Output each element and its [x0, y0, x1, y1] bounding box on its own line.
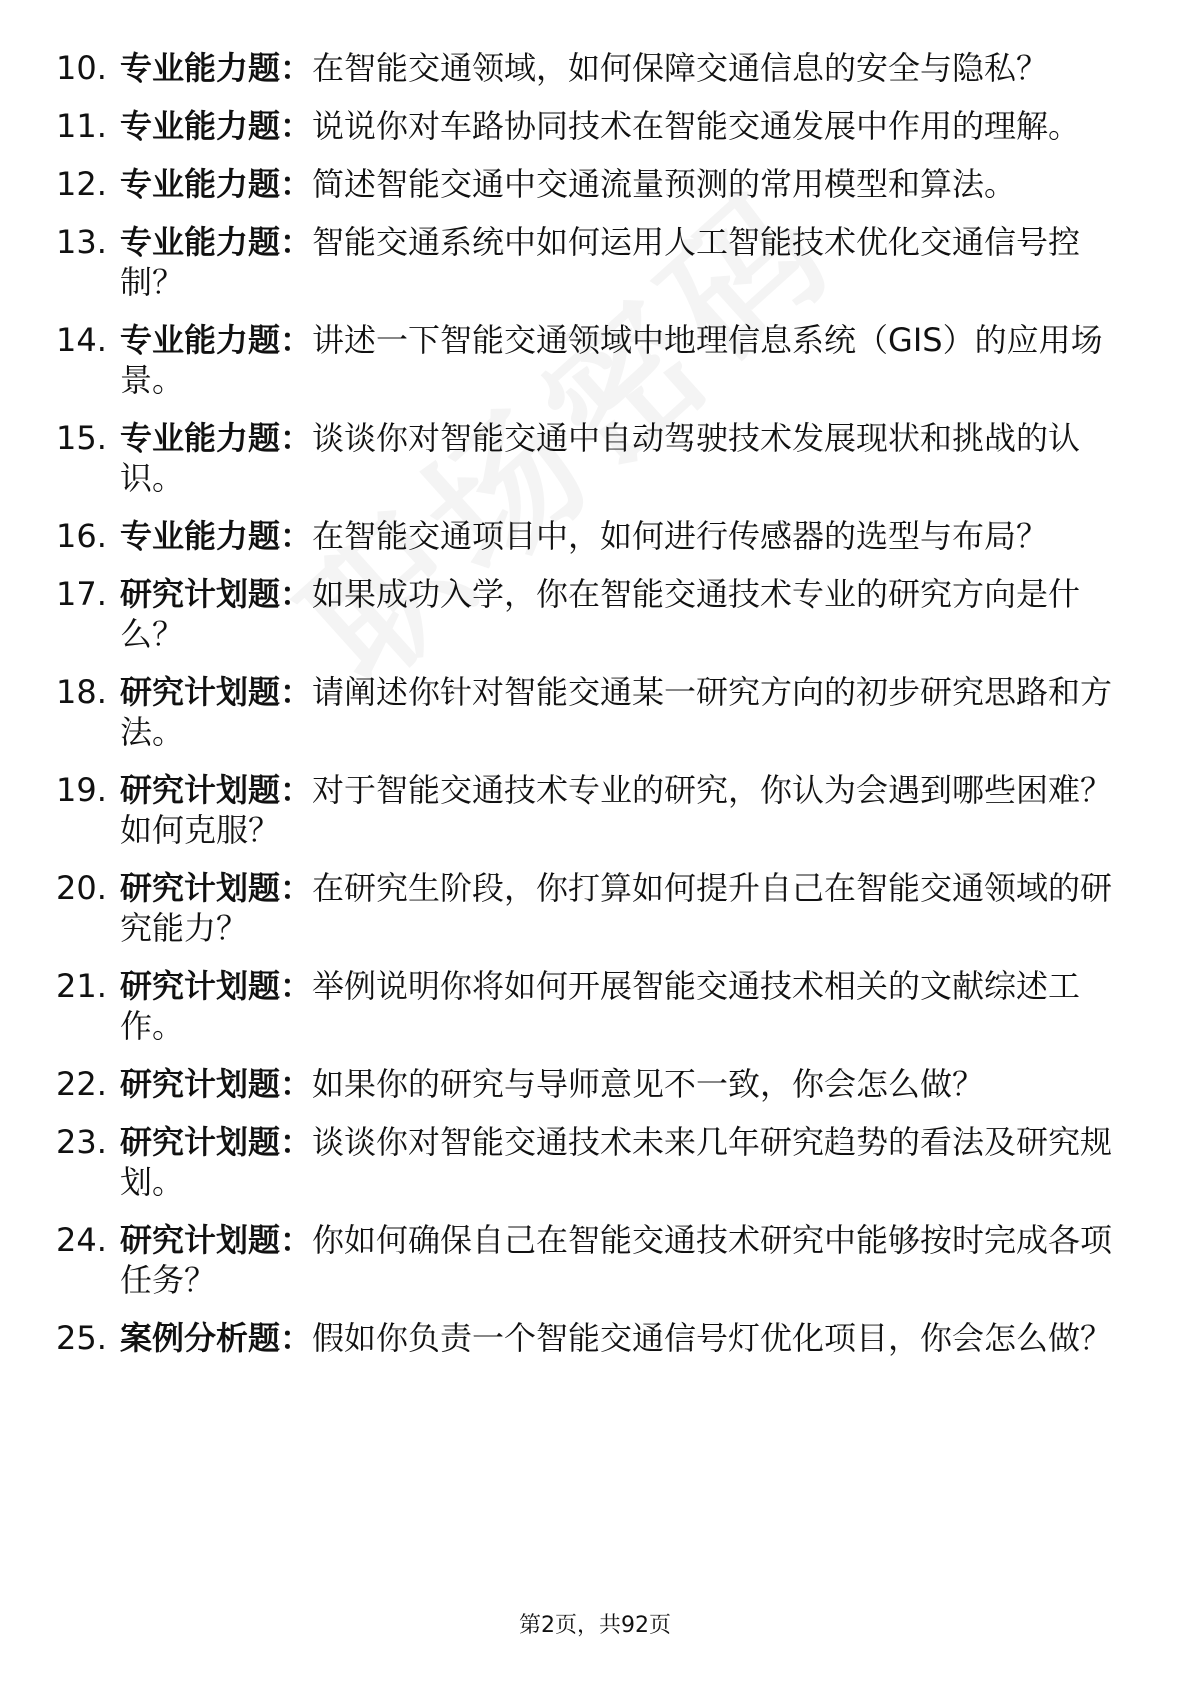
question-text: 说说你对车路协同技术在智能交通发展中作用的理解。: [312, 107, 1081, 145]
question-text: 你如何确保自己在智能交通技术研究中能够按时完成各项任务？: [120, 1221, 1113, 1299]
question-category: 研究计划题：: [120, 869, 313, 907]
question-text: 谈谈你对智能交通技术未来几年研究趋势的看法及研究规划。: [120, 1123, 1113, 1201]
question-number: 17.: [56, 575, 107, 613]
question-body: [120, 1064, 1136, 1104]
question-category: 专业能力题：: [120, 517, 313, 555]
question-item: [56, 1318, 1136, 1358]
question-number: 25.: [56, 1319, 107, 1357]
question-text: 假如你负责一个智能交通信号灯优化项目，你会怎么做？: [312, 1319, 1113, 1357]
question-body: [120, 1220, 1136, 1300]
question-number: 10.: [56, 49, 107, 87]
question-body: [120, 222, 1136, 302]
question-body: [120, 868, 1136, 948]
question-category: 案例分析题：: [120, 1319, 313, 1357]
question-number: 23.: [56, 1123, 107, 1161]
question-item: [56, 320, 1136, 400]
question-item: [56, 770, 1136, 850]
question-text: 简述智能交通中交通流量预测的常用模型和算法。: [312, 165, 1017, 203]
question-text: 如果成功入学，你在智能交通技术专业的研究方向是什么？: [120, 575, 1081, 653]
question-text: 在智能交通项目中，如何进行传感器的选型与布局？: [312, 517, 1049, 555]
question-body: [120, 966, 1136, 1046]
question-text: 在智能交通领域，如何保障交通信息的安全与隐私？: [312, 49, 1049, 87]
question-item: [56, 516, 1136, 556]
question-category: 研究计划题：: [120, 1221, 313, 1259]
question-number: 15.: [56, 419, 107, 457]
question-item: [56, 164, 1136, 204]
question-category: 专业能力题：: [120, 321, 313, 359]
question-category: 研究计划题：: [120, 673, 313, 711]
question-item: [56, 1064, 1136, 1104]
question-body: [120, 1122, 1136, 1202]
question-list: [56, 48, 1136, 1376]
question-text: 请阐述你针对智能交通某一研究方向的初步研究思路和方法。: [120, 673, 1113, 751]
question-body: [120, 164, 1136, 204]
question-body: [120, 672, 1136, 752]
page-footer: [0, 1612, 1190, 1640]
question-text: 如果你的研究与导师意见不一致，你会怎么做？: [312, 1065, 985, 1103]
question-number: 24.: [56, 1221, 107, 1259]
question-category: 专业能力题：: [120, 107, 313, 145]
question-item: [56, 48, 1136, 88]
question-item: [56, 1220, 1136, 1300]
question-number: 22.: [56, 1065, 107, 1103]
question-number: 18.: [56, 673, 107, 711]
question-item: [56, 222, 1136, 302]
question-item: [56, 106, 1136, 146]
question-text: 智能交通系统中如何运用人工智能技术优化交通信号控制？: [120, 223, 1081, 301]
question-number: 12.: [56, 165, 107, 203]
question-category: 专业能力题：: [120, 223, 313, 261]
question-category: 专业能力题：: [120, 49, 313, 87]
question-body: [120, 1318, 1136, 1358]
question-number: 21.: [56, 967, 107, 1005]
question-category: 专业能力题：: [120, 165, 313, 203]
question-item: [56, 1122, 1136, 1202]
question-body: [120, 516, 1136, 556]
question-category: 研究计划题：: [120, 967, 313, 1005]
question-text: 讲述一下智能交通领域中地理信息系统（GIS）的应用场景。: [120, 321, 1103, 399]
question-item: [56, 868, 1136, 948]
question-item: [56, 672, 1136, 752]
question-body: [120, 106, 1136, 146]
question-text: 对于智能交通技术专业的研究，你认为会遇到哪些困难？如何克服？: [120, 771, 1113, 849]
question-category: 专业能力题：: [120, 419, 313, 457]
question-category: 研究计划题：: [120, 1065, 313, 1103]
question-body: [120, 418, 1136, 498]
question-number: 16.: [56, 517, 107, 555]
question-item: [56, 418, 1136, 498]
question-category: 研究计划题：: [120, 1123, 313, 1161]
question-text: 在研究生阶段，你打算如何提升自己在智能交通领域的研究能力？: [120, 869, 1113, 947]
page-number-label: 第2页，共92页: [519, 1613, 671, 1638]
question-number: 14.: [56, 321, 107, 359]
question-body: [120, 320, 1136, 400]
question-category: 研究计划题：: [120, 575, 313, 613]
question-item: [56, 574, 1136, 654]
question-category: 研究计划题：: [120, 771, 313, 809]
question-text: 举例说明你将如何开展智能交通技术相关的文献综述工作。: [120, 967, 1081, 1045]
question-body: [120, 770, 1136, 850]
question-number: 11.: [56, 107, 107, 145]
question-number: 13.: [56, 223, 107, 261]
question-text: 谈谈你对智能交通中自动驾驶技术发展现状和挑战的认识。: [120, 419, 1081, 497]
question-number: 19.: [56, 771, 107, 809]
question-body: [120, 574, 1136, 654]
question-number: 20.: [56, 869, 107, 907]
question-item: [56, 966, 1136, 1046]
question-body: [120, 48, 1136, 88]
